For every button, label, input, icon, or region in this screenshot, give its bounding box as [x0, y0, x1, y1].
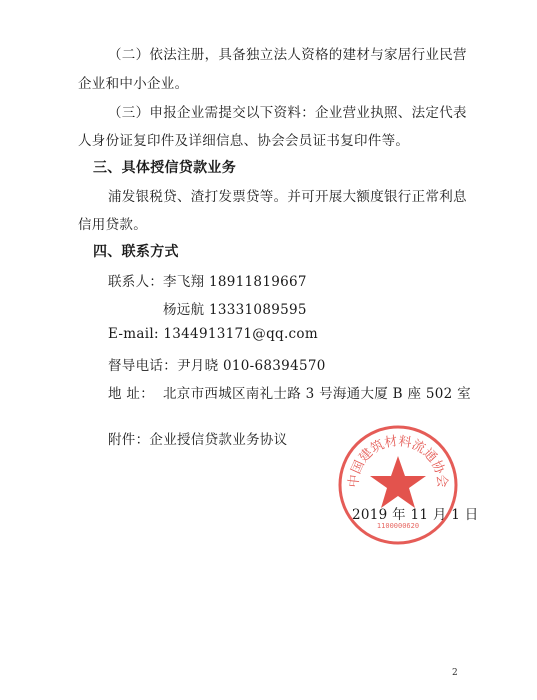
- email-line: E-mail: 1344913171@qq.com: [108, 326, 318, 342]
- supervisor-phone-line: 督导电话：尹月晓 010-68394570: [108, 358, 326, 374]
- contact-person-2: 杨远航 13331089595: [163, 302, 307, 318]
- star-icon: [370, 456, 426, 508]
- contact-label: 联系人：: [108, 274, 164, 290]
- paragraph-2-line-1: （二）依法注册，具备独立法人资格的建材与家居行业民营: [108, 47, 467, 63]
- paragraph-4-line-1: 浦发银税贷、渣打发票贷等。并可开展大额度银行正常利息: [108, 189, 467, 205]
- address-label: 地 址：: [108, 386, 154, 402]
- section-heading-4: 四、联系方式: [93, 244, 179, 260]
- section-heading-3: 三、具体授信贷款业务: [93, 160, 236, 176]
- paragraph-2-line-2: 企业和中小企业。: [78, 76, 189, 92]
- official-seal-stamp: [333, 420, 463, 550]
- contact-person-1: 李飞翔 18911819667: [163, 274, 307, 290]
- paragraph-3-line-1: （三）申报企业需提交以下资料：企业营业执照、法定代表: [108, 105, 467, 121]
- paragraph-4-line-2: 信用贷款。: [78, 217, 147, 233]
- address-value: 北京市西城区南礼士路 3 号海通大厦 B 座 502 室: [163, 386, 471, 402]
- date-line: 2019 年 11 月 1 日: [352, 507, 479, 523]
- paragraph-3-line-2: 人身份证复印件及详细信息、协会会员证书复印件等。: [78, 133, 410, 149]
- seal-code-text: 1100000620: [376, 522, 420, 530]
- attachment-line: 附件：企业授信贷款业务协议: [108, 432, 288, 448]
- page-number: 2: [452, 668, 458, 678]
- seal-org-text: 中国建筑材料流通协会: [346, 434, 450, 489]
